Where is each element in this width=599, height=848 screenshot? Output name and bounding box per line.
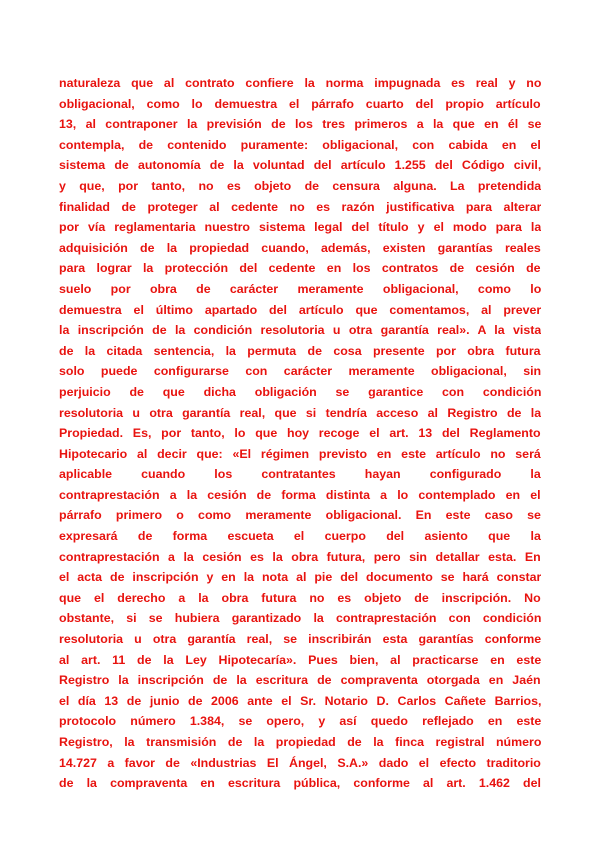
text-line: solo puede configurarse con carácter meramente obligacional, sin xyxy=(59,364,541,379)
text-line: contraprestación a la cesión de forma distinta a lo contemplado en el xyxy=(59,487,541,502)
text-line: protocolo número 1.384, se opero, y así quedo reflejado en este xyxy=(59,714,541,729)
text-line: obligacional, como lo demuestra el párrafo cuarto del propio artículo xyxy=(59,96,541,111)
text-line: resolutoria u otra garantía real, que si tendría acceso al Registro de la xyxy=(59,405,541,420)
text-line: el acta de inscripción y en la nota al pie del documento se hará constar xyxy=(59,570,541,585)
text-line: adquisición de la propiedad cuando, además, existen garantías reales xyxy=(59,240,541,255)
text-line: sistema de autonomía de la voluntad del artículo 1.255 del Código civil, xyxy=(59,158,541,173)
text-line: y que, por tanto, no es objeto de censura alguna. La pretendida xyxy=(59,178,541,193)
text-line: suelo por obra de carácter meramente obligacional, como lo xyxy=(59,281,541,296)
text-line: por vía reglamentaria nuestro sistema legal del título y el modo para la xyxy=(59,220,541,235)
text-line: demuestra el último apartado del artículo que comentamos, al prever xyxy=(59,302,541,317)
text-line: perjuicio de que dicha obligación se garantice con condición xyxy=(59,384,541,399)
text-line: Hipotecario al decir que: «El régimen previsto en este artículo no será xyxy=(59,446,541,461)
text-line: 13, al contraponer la previsión de los tres primeros a la que en él se xyxy=(59,117,541,132)
text-line: naturaleza que al contrato confiere la norma impugnada es real y no xyxy=(59,76,541,90)
text-line: expresará de forma escueta el cuerpo del asiento que la xyxy=(59,529,541,544)
text-line: la inscripción de la condición resolutoria u otra garantía real». A la vista xyxy=(59,323,541,338)
text-line: Registro la inscripción de la escritura de compraventa otorgada en Jaén xyxy=(59,673,541,688)
text-line: que el derecho a la obra futura no es objeto de inscripción. No xyxy=(59,590,541,605)
text-line: Propiedad. Es, por tanto, lo que hoy recoge el art. 13 del Reglamento xyxy=(59,426,541,441)
text-line: de la citada sentencia, la permuta de cosa presente por obra futura xyxy=(59,343,541,358)
text-line: de la compraventa en escritura pública, conforme al art. 1.462 del xyxy=(59,776,541,791)
text-line: el día 13 de junio de 2006 ante el Sr. Notario D. Carlos Cañete Barrios, xyxy=(59,693,541,708)
text-line: resolutoria u otra garantía real, se inscribirán esta garantías conforme xyxy=(59,632,541,647)
text-line: párrafo primero o como meramente obligacional. En este caso se xyxy=(59,508,541,523)
text-line: finalidad de proteger al cedente no es razón justificativa para alterar xyxy=(59,199,541,214)
text-line: para lograr la protección del cedente en los contratos de cesión de xyxy=(59,261,541,276)
text-line: 14.727 a favor de «Industrias El Ángel, S.A.» dado el efecto traditorio xyxy=(59,755,541,770)
text-line: contempla, de contenido puramente: obligacional, con cabida en el xyxy=(59,137,541,152)
text-line: obstante, si se hubiera garantizado la contraprestación con condición xyxy=(59,611,541,626)
text-line: Registro, la transmisión de la propiedad de la finca registral número xyxy=(59,735,541,749)
text-line: contraprestación a la cesión es la obra futura, pero sin detallar esta. En xyxy=(59,549,541,564)
text-line: aplicable cuando los contratantes hayan configurado la xyxy=(59,467,541,482)
text-line: al art. 11 de la Ley Hipotecaría». Pues bien, al practicarse en este xyxy=(59,652,541,667)
body-text xyxy=(59,73,541,794)
